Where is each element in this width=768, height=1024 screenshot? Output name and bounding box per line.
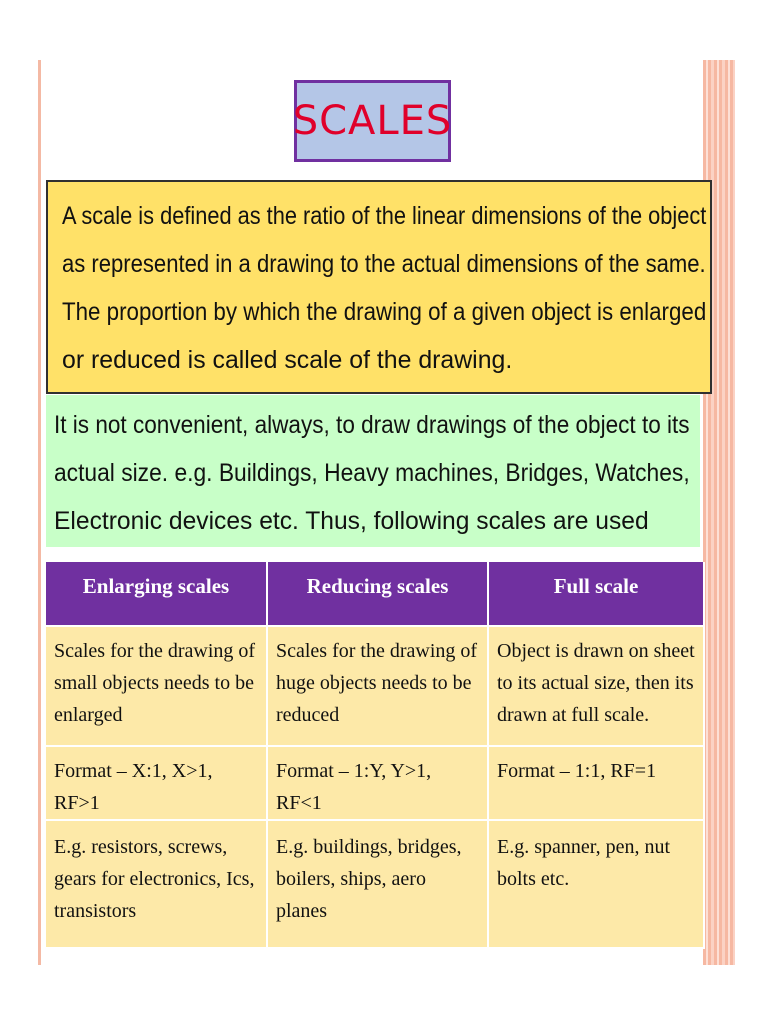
definition-line: A scale is defined as the ratio of the linear dimensions of the object <box>62 202 707 230</box>
scales-table <box>46 562 705 949</box>
title-box <box>294 80 451 162</box>
table-cell: E.g. spanner, pen, nut bolts etc. <box>488 820 704 948</box>
table-cell: E.g. resistors, screws, gears for electronics, Ics, transistors <box>46 820 267 948</box>
note-line: It is not convenient, always, to draw drawings of the object to its <box>54 411 690 439</box>
table-cell: Scales for the drawing of small objects needs to be enlarged <box>46 626 267 746</box>
definition-line: as represented in a drawing to the actual dimensions of the same. <box>62 250 706 278</box>
table-row <box>46 820 704 948</box>
header-full-scale: Full scale <box>488 562 704 626</box>
table-cell: E.g. buildings, bridges, boilers, ships, aero planes <box>267 820 488 948</box>
table-cell: Format – 1:1, RF=1 <box>488 746 704 820</box>
slide-title: SCALES <box>292 98 453 144</box>
note-line: actual size. e.g. Buildings, Heavy machines, Bridges, Watches, <box>54 459 690 487</box>
table-cell: Format – 1:Y, Y>1, RF<1 <box>267 746 488 820</box>
header-reducing-scales: Reducing scales <box>267 562 488 626</box>
definition-box <box>46 180 712 394</box>
note-line: Electronic devices etc. Thus, following scales are used <box>54 507 649 535</box>
table-header-row <box>46 562 704 626</box>
table-row <box>46 626 704 746</box>
table-cell: Object is drawn on sheet to its actual size, then its drawn at full scale. <box>488 626 704 746</box>
table-cell: Scales for the drawing of huge objects needs to be reduced <box>267 626 488 746</box>
header-enlarging-scales: Enlarging scales <box>46 562 267 626</box>
table-row <box>46 746 704 820</box>
note-box <box>46 395 700 547</box>
left-border-line <box>38 60 41 965</box>
definition-line: or reduced is called scale of the drawing. <box>62 346 513 374</box>
table-cell: Format – X:1, X>1, RF>1 <box>46 746 267 820</box>
definition-line: The proportion by which the drawing of a given object is enlarged <box>62 298 707 326</box>
